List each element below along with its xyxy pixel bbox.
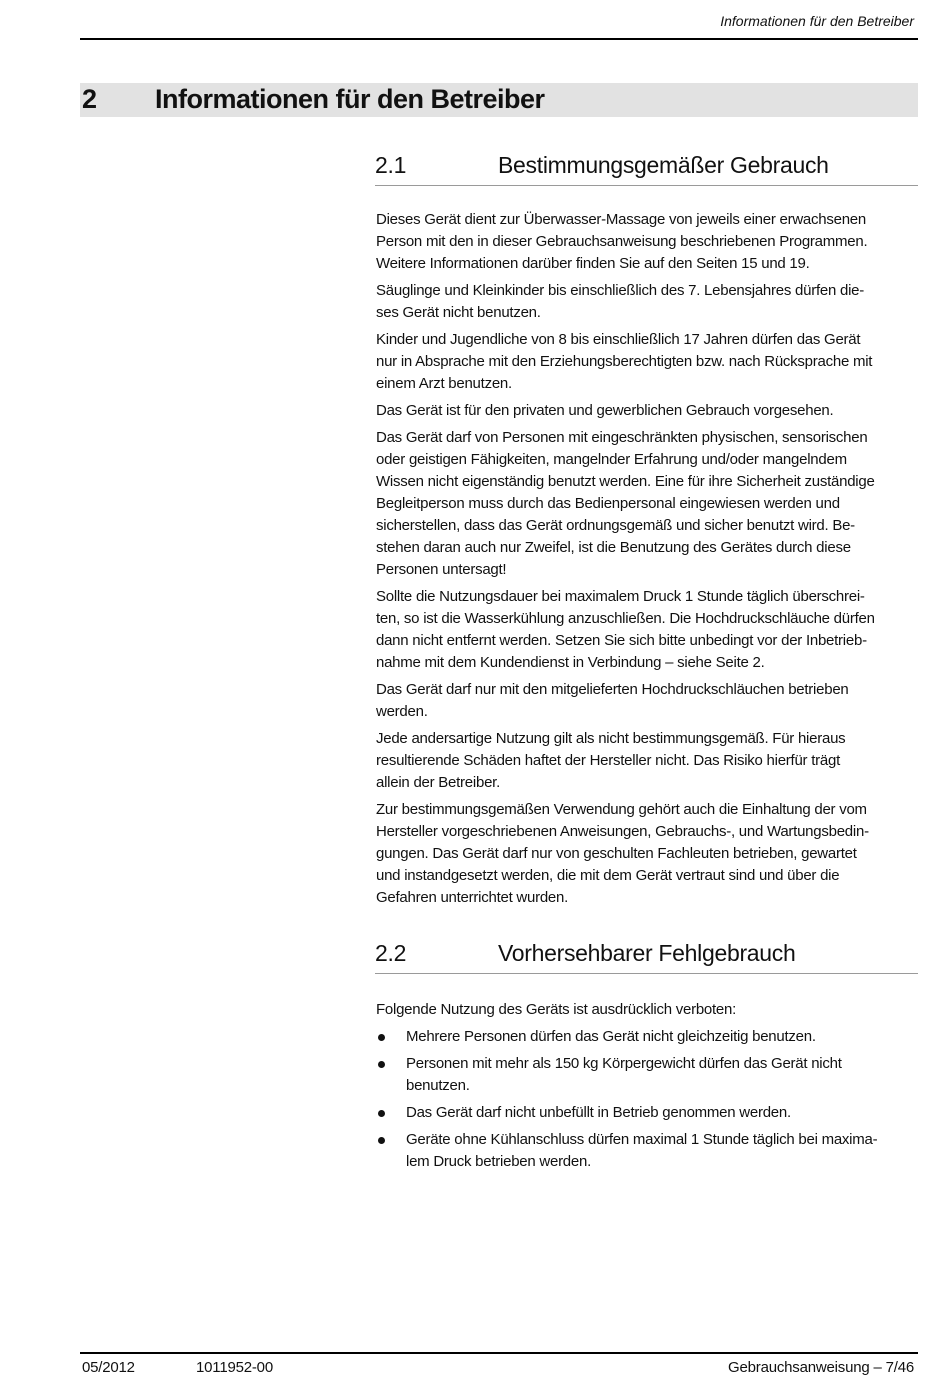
paragraph <box>376 329 916 395</box>
footer-page-label: Gebrauchsanweisung – 7/46 <box>728 1359 914 1376</box>
bullet-icon <box>378 1034 385 1041</box>
footer-date: 05/2012 <box>82 1359 135 1376</box>
text-line: Jede andersartige Nutzung gilt als nicht bestimmungsgemäß. Für hieraus <box>376 730 846 747</box>
section-heading-2-2 <box>375 936 918 974</box>
text-line: Personen mit mehr als 150 kg Körpergewicht dürfen das Gerät nicht <box>406 1055 842 1072</box>
text-line: dann nicht entfernt werden. Setzen Sie sich bitte unbedingt vor der Inbetrieb- <box>376 632 867 649</box>
running-header-title: Informationen für den Betreiber <box>720 13 914 29</box>
text-line: resultierende Schäden haftet der Hersteller nicht. Das Risiko hierfür trägt <box>376 752 840 769</box>
text-line: werden. <box>376 703 428 720</box>
text-line: Begleitperson muss durch das Bedienpersonal eingewiesen werden und <box>376 495 840 512</box>
text-line: Hersteller vorgeschriebenen Anweisungen, Gebrauchs-, und Wartungsbedin- <box>376 823 869 840</box>
paragraph <box>376 728 916 794</box>
text-line: ses Gerät nicht benutzen. <box>376 304 541 321</box>
text-line: Säuglinge und Kleinkinder bis einschließlich des 7. Lebensjahres dürfen die- <box>376 282 864 299</box>
list-item <box>376 1053 916 1097</box>
text-line: Sollte die Nutzungsdauer bei maximalem Druck 1 Stunde täglich überschrei- <box>376 588 865 605</box>
text-line: stehen daran auch nur Zweifel, ist die Benutzung des Gerätes durch diese <box>376 539 851 556</box>
text-line: ten, so ist die Wasserkühlung anzuschließen. Die Hochdruckschläuche dürfen <box>376 610 875 627</box>
paragraph <box>376 799 916 909</box>
section-2-1-body <box>376 209 916 914</box>
bullet-icon <box>378 1137 385 1144</box>
text-line: Geräte ohne Kühlanschluss dürfen maximal 1 Stunde täglich bei maxima- <box>406 1131 878 1148</box>
paragraph: Folgende Nutzung des Geräts ist ausdrücklich verboten: <box>376 1001 737 1018</box>
text-line: einem Arzt benutzen. <box>376 375 512 392</box>
text-line: Gefahren unterrichtet wurden. <box>376 889 569 906</box>
text-line: benutzen. <box>406 1077 470 1094</box>
text-line: und instandgesetzt werden, die mit dem Gerät vertraut sind und über die <box>376 867 840 884</box>
header-rule <box>80 38 918 40</box>
list-item <box>376 1129 916 1173</box>
prohibited-use-list <box>376 1026 916 1173</box>
text-line: gungen. Das Gerät darf nur von geschulten Fachleuten betrieben, gewartet <box>376 845 857 862</box>
text-line: Dieses Gerät dient zur Überwasser-Massage von jeweils einer erwachsenen <box>376 211 866 228</box>
chapter-number: 2 <box>82 84 97 114</box>
paragraph <box>376 586 916 674</box>
text-line: Kinder und Jugendliche von 8 bis einschließlich 17 Jahren dürfen das Gerät <box>376 331 861 348</box>
paragraph <box>376 209 916 275</box>
list-item <box>376 1026 916 1048</box>
section-number: 2.1 <box>375 152 407 178</box>
paragraph <box>376 280 916 324</box>
text-line: Das Gerät darf nur mit den mitgelieferten Hochdruckschläuchen betrieben <box>376 681 849 698</box>
text-line: Personen untersagt! <box>376 561 507 578</box>
text-line: Mehrere Personen dürfen das Gerät nicht gleichzeitig benutzen. <box>406 1028 816 1045</box>
footer-rule <box>80 1352 918 1354</box>
text-line: allein der Betreiber. <box>376 774 500 791</box>
text-line: sicherstellen, dass das Gerät ordnungsgemäß und sicher benutzt wird. Be- <box>376 517 855 534</box>
section-number: 2.2 <box>375 940 407 966</box>
text-line: Wissen nicht eigenständig benutzt werden. Eine für ihre Sicherheit zuständige <box>376 473 875 490</box>
text-line: Zur bestimmungsgemäßen Verwendung gehört auch die Einhaltung der vom <box>376 801 867 818</box>
chapter-title: Informationen für den Betreiber <box>155 84 545 114</box>
text-line: nur in Absprache mit den Erziehungsberechtigten bzw. nach Rücksprache mit <box>376 353 873 370</box>
text-line: Person mit den in dieser Gebrauchsanweisung beschriebenen Programmen. <box>376 233 868 250</box>
text-line: lem Druck betrieben werden. <box>406 1153 592 1170</box>
footer-document-number: 1011952-00 <box>196 1359 273 1376</box>
list-item <box>376 1102 916 1124</box>
text-line: Das Gerät darf von Personen mit eingeschränkten physischen, sensorischen <box>376 429 868 446</box>
text-line: Weitere Informationen darüber finden Sie auf den Seiten 15 und 19. <box>376 255 810 272</box>
section-title: Vorhersehbarer Fehlgebrauch <box>498 940 796 966</box>
section-title: Bestimmungsgemäßer Gebrauch <box>498 152 829 178</box>
bullet-icon <box>378 1061 385 1068</box>
paragraph <box>376 427 916 581</box>
text-line: Das Gerät ist für den privaten und gewerblichen Gebrauch vorgesehen. <box>376 402 834 419</box>
bullet-icon <box>378 1110 385 1117</box>
text-line: nahme mit dem Kundendienst in Verbindung – siehe Seite 2. <box>376 654 765 671</box>
text-line: oder geistigen Fähigkeiten, mangelnder Erfahrung und/oder mangelndem <box>376 451 847 468</box>
text-line: Das Gerät darf nicht unbefüllt in Betrieb genommen werden. <box>406 1104 791 1121</box>
paragraph <box>376 679 916 723</box>
section-heading-2-1 <box>375 148 918 186</box>
section-2-2-body <box>376 999 916 1178</box>
paragraph <box>376 400 916 422</box>
